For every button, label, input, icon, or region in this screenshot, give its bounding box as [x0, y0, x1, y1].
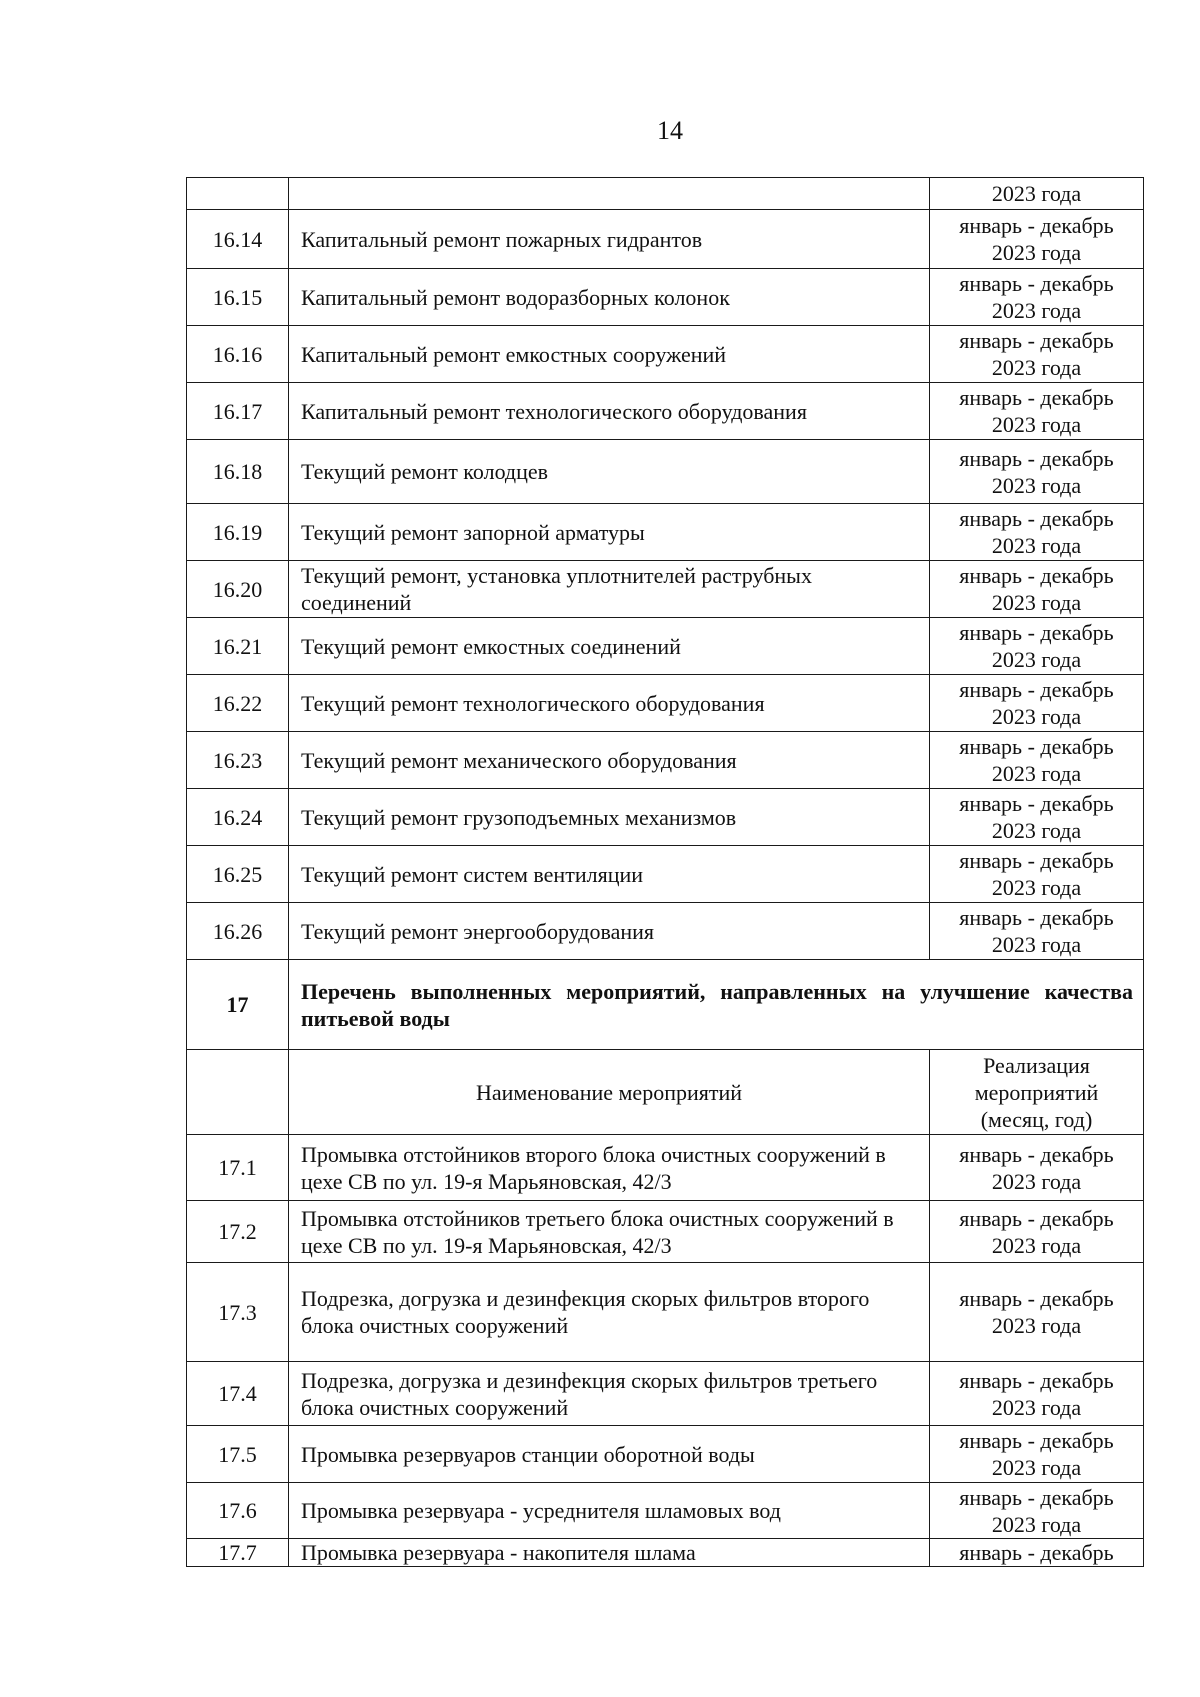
- item-number: 16.19: [187, 504, 289, 561]
- table-row: [187, 178, 1144, 210]
- item-name: Промывка отстойников третьего блока очистных сооружений в цехе СВ по ул. 19-я Марьяновская, 42/3: [289, 1201, 930, 1263]
- item-number: 16.17: [187, 383, 289, 440]
- item-number: 16.25: [187, 846, 289, 903]
- item-period: январь - декабрь 2023 года: [930, 504, 1144, 561]
- item-name: Текущий ремонт, установка уплотнителей раструбных соединений: [289, 561, 930, 618]
- table-row: [187, 1362, 1144, 1426]
- table-row: [187, 383, 1144, 440]
- item-period: январь - декабрь 2023 года: [930, 210, 1144, 269]
- table-row: [187, 846, 1144, 903]
- item-number: 17.1: [187, 1135, 289, 1201]
- item-period: январь - декабрь 2023 года: [930, 618, 1144, 675]
- item-period: январь - декабрь 2023 года: [930, 1426, 1144, 1483]
- table-row: [187, 269, 1144, 326]
- item-number: 16.18: [187, 440, 289, 504]
- item-period: январь - декабрь: [930, 1539, 1144, 1567]
- item-name: Промывка отстойников второго блока очистных сооружений в цехе СВ по ул. 19-я Марьяновская, 42/3: [289, 1135, 930, 1201]
- measures-table: [186, 177, 1144, 1567]
- item-period: январь - декабрь 2023 года: [930, 1362, 1144, 1426]
- item-name: Промывка резервуара - усреднителя шламовых вод: [289, 1483, 930, 1539]
- column-header-period: Реализация мероприятий (месяц, год): [930, 1050, 1144, 1135]
- item-number: 17.7: [187, 1539, 289, 1567]
- item-period: 2023 года: [930, 178, 1144, 210]
- table-row: [187, 326, 1144, 383]
- table-row: [187, 789, 1144, 846]
- item-period: январь - декабрь 2023 года: [930, 1263, 1144, 1362]
- item-name: Промывка резервуара - накопителя шлама: [289, 1539, 930, 1567]
- item-number: 16.23: [187, 732, 289, 789]
- table-row: [187, 1201, 1144, 1263]
- table-row: [187, 732, 1144, 789]
- item-name: Капитальный ремонт технологического оборудования: [289, 383, 930, 440]
- item-name: Капитальный ремонт пожарных гидрантов: [289, 210, 930, 269]
- item-number: 16.22: [187, 675, 289, 732]
- table-row: [187, 561, 1144, 618]
- item-name: Текущий ремонт емкостных соединений: [289, 618, 930, 675]
- item-period: январь - декабрь 2023 года: [930, 903, 1144, 960]
- item-period: январь - декабрь 2023 года: [930, 269, 1144, 326]
- item-period: январь - декабрь 2023 года: [930, 1483, 1144, 1539]
- table-row: [187, 1539, 1144, 1567]
- item-number: 17.4: [187, 1362, 289, 1426]
- item-number: 16.26: [187, 903, 289, 960]
- item-number: [187, 178, 289, 210]
- section-number: 17: [187, 960, 289, 1050]
- column-header-number: [187, 1050, 289, 1135]
- item-number: 16.15: [187, 269, 289, 326]
- table-row: [187, 1483, 1144, 1539]
- item-name: Промывка резервуаров станции оборотной воды: [289, 1426, 930, 1483]
- item-period: январь - декабрь 2023 года: [930, 383, 1144, 440]
- measures-table-body: [187, 178, 1144, 1567]
- table-row: [187, 675, 1144, 732]
- section-title: Перечень выполненных мероприятий, направленных на улучшение качества питьевой воды: [289, 960, 1144, 1050]
- item-name: Капитальный ремонт емкостных сооружений: [289, 326, 930, 383]
- item-name: Текущий ремонт энергооборудования: [289, 903, 930, 960]
- item-name: Текущий ремонт запорной арматуры: [289, 504, 930, 561]
- item-number: 16.24: [187, 789, 289, 846]
- table-row: [187, 210, 1144, 269]
- item-period: январь - декабрь 2023 года: [930, 1135, 1144, 1201]
- item-period: январь - декабрь 2023 года: [930, 1201, 1144, 1263]
- item-number: 17.5: [187, 1426, 289, 1483]
- table-row: [187, 1263, 1144, 1362]
- item-number: 17.6: [187, 1483, 289, 1539]
- item-number: 16.16: [187, 326, 289, 383]
- table-row: [187, 1426, 1144, 1483]
- item-name: Подрезка, догрузка и дезинфекция скорых фильтров третьего блока очистных сооружений: [289, 1362, 930, 1426]
- table-row: [187, 618, 1144, 675]
- item-number: 16.21: [187, 618, 289, 675]
- item-name: Капитальный ремонт водоразборных колонок: [289, 269, 930, 326]
- item-number: 16.20: [187, 561, 289, 618]
- item-period: январь - декабрь 2023 года: [930, 326, 1144, 383]
- table-row: [187, 440, 1144, 504]
- item-name: Подрезка, догрузка и дезинфекция скорых фильтров второго блока очистных сооружений: [289, 1263, 930, 1362]
- item-number: 17.2: [187, 1201, 289, 1263]
- item-number: 17.3: [187, 1263, 289, 1362]
- section-heading-row: [187, 960, 1144, 1050]
- column-header-name: Наименование мероприятий: [289, 1050, 930, 1135]
- page-number: 14: [657, 116, 683, 145]
- item-name: Текущий ремонт систем вентиляции: [289, 846, 930, 903]
- column-header-row: [187, 1050, 1144, 1135]
- item-period: январь - декабрь 2023 года: [930, 846, 1144, 903]
- item-name: Текущий ремонт грузоподъемных механизмов: [289, 789, 930, 846]
- item-period: январь - декабрь 2023 года: [930, 675, 1144, 732]
- table-row: [187, 1135, 1144, 1201]
- item-period: январь - декабрь 2023 года: [930, 732, 1144, 789]
- item-name: Текущий ремонт механического оборудования: [289, 732, 930, 789]
- table-row: [187, 504, 1144, 561]
- item-period: январь - декабрь 2023 года: [930, 561, 1144, 618]
- item-number: 16.14: [187, 210, 289, 269]
- item-period: январь - декабрь 2023 года: [930, 440, 1144, 504]
- item-name: Текущий ремонт колодцев: [289, 440, 930, 504]
- item-name: Текущий ремонт технологического оборудования: [289, 675, 930, 732]
- table-row: [187, 903, 1144, 960]
- item-name: [289, 178, 930, 210]
- item-period: январь - декабрь 2023 года: [930, 789, 1144, 846]
